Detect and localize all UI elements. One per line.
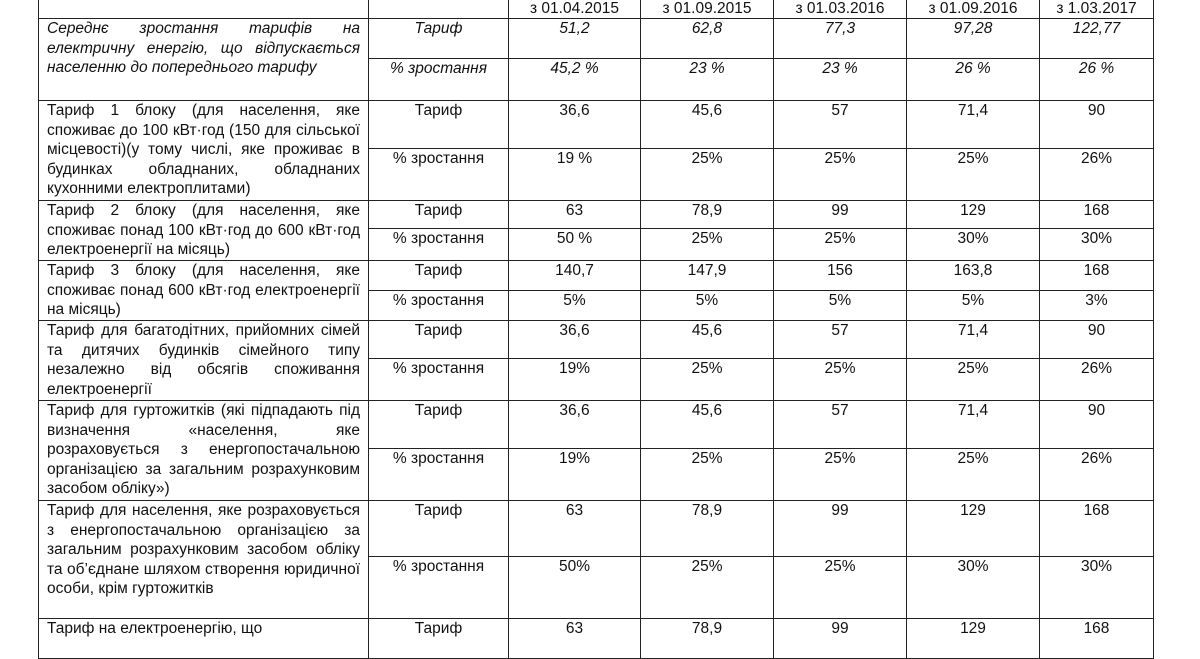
value-cell: 99 [774,619,907,659]
row-description: Тариф для населення, яке розраховується з енергопостачальною організацією за загальним розрахунковим засобом обліку та об’єднане шляхом створення юридичної особи, крім гуртожитків [39,501,369,619]
metric-label: % зростання [369,59,509,101]
value-cell: 5% [641,291,774,321]
header-cell [39,0,369,19]
metric-label: % зростання [369,149,509,201]
table-row [39,201,1154,229]
value-cell: 168 [1040,501,1154,557]
value-cell: 25% [907,149,1040,201]
value-cell: 26 % [907,59,1040,101]
value-cell: 5% [907,291,1040,321]
value-cell: 25% [774,229,907,261]
value-cell: 99 [774,501,907,557]
metric-label: Тариф [369,201,509,229]
metric-label: Тариф [369,401,509,449]
value-cell: 90 [1040,321,1154,359]
table-row [39,101,1154,149]
value-cell: 62,8 [641,19,774,59]
metric-label: Тариф [369,501,509,557]
value-cell: 30% [1040,557,1154,619]
value-cell: 129 [907,201,1040,229]
value-cell: 36,6 [509,401,641,449]
value-cell: 71,4 [907,321,1040,359]
row-description: Тариф 1 блоку (для населення, яке споживає до 100 кВт·год (150 для сільської місцевості)(у тому числі, яке проживає в будинках обладнаних, обладнаних кухонними електроплитами) [39,101,369,201]
value-cell: 97,28 [907,19,1040,59]
value-cell: 30% [1040,229,1154,261]
row-description: Тариф для багатодітних, прийомних сімей та дитячих будинків сімейного типу незалежно від обсягів споживання електроенергії [39,321,369,401]
metric-label: Тариф [369,619,509,659]
header-cell: з 01.03.2016 [774,0,907,19]
value-cell: 90 [1040,101,1154,149]
value-cell: 19 % [509,149,641,201]
value-cell: 36,6 [509,101,641,149]
tariff-table [38,0,1154,659]
value-cell: 90 [1040,401,1154,449]
metric-label: Тариф [369,261,509,291]
header-cell: з 01.09.2015 [641,0,774,19]
table-row [39,401,1154,449]
value-cell: 50 % [509,229,641,261]
value-cell: 26% [1040,359,1154,401]
value-cell: 57 [774,321,907,359]
value-cell: 122,77 [1040,19,1154,59]
value-cell: 140,7 [509,261,641,291]
value-cell: 25% [907,449,1040,501]
value-cell: 78,9 [641,619,774,659]
row-description: Тариф 2 блоку (для населення, яке споживає понад 100 кВт·год до 600 кВт·год електроенергії на місяць) [39,201,369,261]
value-cell: 26 % [1040,59,1154,101]
value-cell: 168 [1040,261,1154,291]
table-row [39,501,1154,557]
value-cell: 25% [641,449,774,501]
value-cell: 25% [774,359,907,401]
value-cell: 77,3 [774,19,907,59]
header-cell: з 01.09.2016 [907,0,1040,19]
header-cell: з 01.04.2015 [509,0,641,19]
value-cell: 25% [774,557,907,619]
value-cell: 57 [774,401,907,449]
value-cell: 30% [907,557,1040,619]
value-cell: 25% [641,557,774,619]
metric-label: % зростання [369,449,509,501]
value-cell: 25% [641,359,774,401]
value-cell: 25% [641,229,774,261]
row-description: Тариф для гуртожитків (які підпадають під визначення «населення, яке розраховується з енергопостачальною організацією за загальним розрахунковим засобом обліку») [39,401,369,501]
value-cell: 45,6 [641,401,774,449]
table-row [39,619,1154,659]
metric-label: % зростання [369,291,509,321]
value-cell: 51,2 [509,19,641,59]
value-cell: 168 [1040,619,1154,659]
row-description: Тариф на електроенергію, що [39,619,369,659]
value-cell: 129 [907,619,1040,659]
value-cell: 57 [774,101,907,149]
value-cell: 30% [907,229,1040,261]
value-cell: 63 [509,619,641,659]
value-cell: 163,8 [907,261,1040,291]
value-cell: 25% [774,149,907,201]
value-cell: 168 [1040,201,1154,229]
value-cell: 5% [774,291,907,321]
metric-label: Тариф [369,101,509,149]
value-cell: 3% [1040,291,1154,321]
row-description: Тариф 3 блоку (для населення, яке споживає понад 600 кВт·год електроенергії на місяць) [39,261,369,321]
value-cell: 156 [774,261,907,291]
value-cell: 23 % [774,59,907,101]
table-row [39,321,1154,359]
value-cell: 36,6 [509,321,641,359]
value-cell: 45,6 [641,321,774,359]
value-cell: 26% [1040,149,1154,201]
value-cell: 45,2 % [509,59,641,101]
header-row [39,0,1154,19]
metric-label: % зростання [369,359,509,401]
header-cell [369,0,509,19]
metric-label: % зростання [369,229,509,261]
value-cell: 23 % [641,59,774,101]
value-cell: 25% [774,449,907,501]
value-cell: 19% [509,359,641,401]
header-cell: з 1.03.2017 [1040,0,1154,19]
metric-label: Тариф [369,19,509,59]
metric-label: % зростання [369,557,509,619]
value-cell: 45,6 [641,101,774,149]
value-cell: 129 [907,501,1040,557]
value-cell: 5% [509,291,641,321]
table-row [39,261,1154,291]
value-cell: 63 [509,201,641,229]
value-cell: 25% [907,359,1040,401]
value-cell: 19% [509,449,641,501]
table-row [39,19,1154,59]
value-cell: 99 [774,201,907,229]
value-cell: 25% [641,149,774,201]
value-cell: 71,4 [907,401,1040,449]
value-cell: 78,9 [641,201,774,229]
row-description: Середнє зростання тарифів на електричну енергію, що відпускається населенню до попереднього тарифу [39,19,369,101]
metric-label: Тариф [369,321,509,359]
value-cell: 147,9 [641,261,774,291]
value-cell: 71,4 [907,101,1040,149]
value-cell: 78,9 [641,501,774,557]
value-cell: 63 [509,501,641,557]
value-cell: 50% [509,557,641,619]
value-cell: 26% [1040,449,1154,501]
